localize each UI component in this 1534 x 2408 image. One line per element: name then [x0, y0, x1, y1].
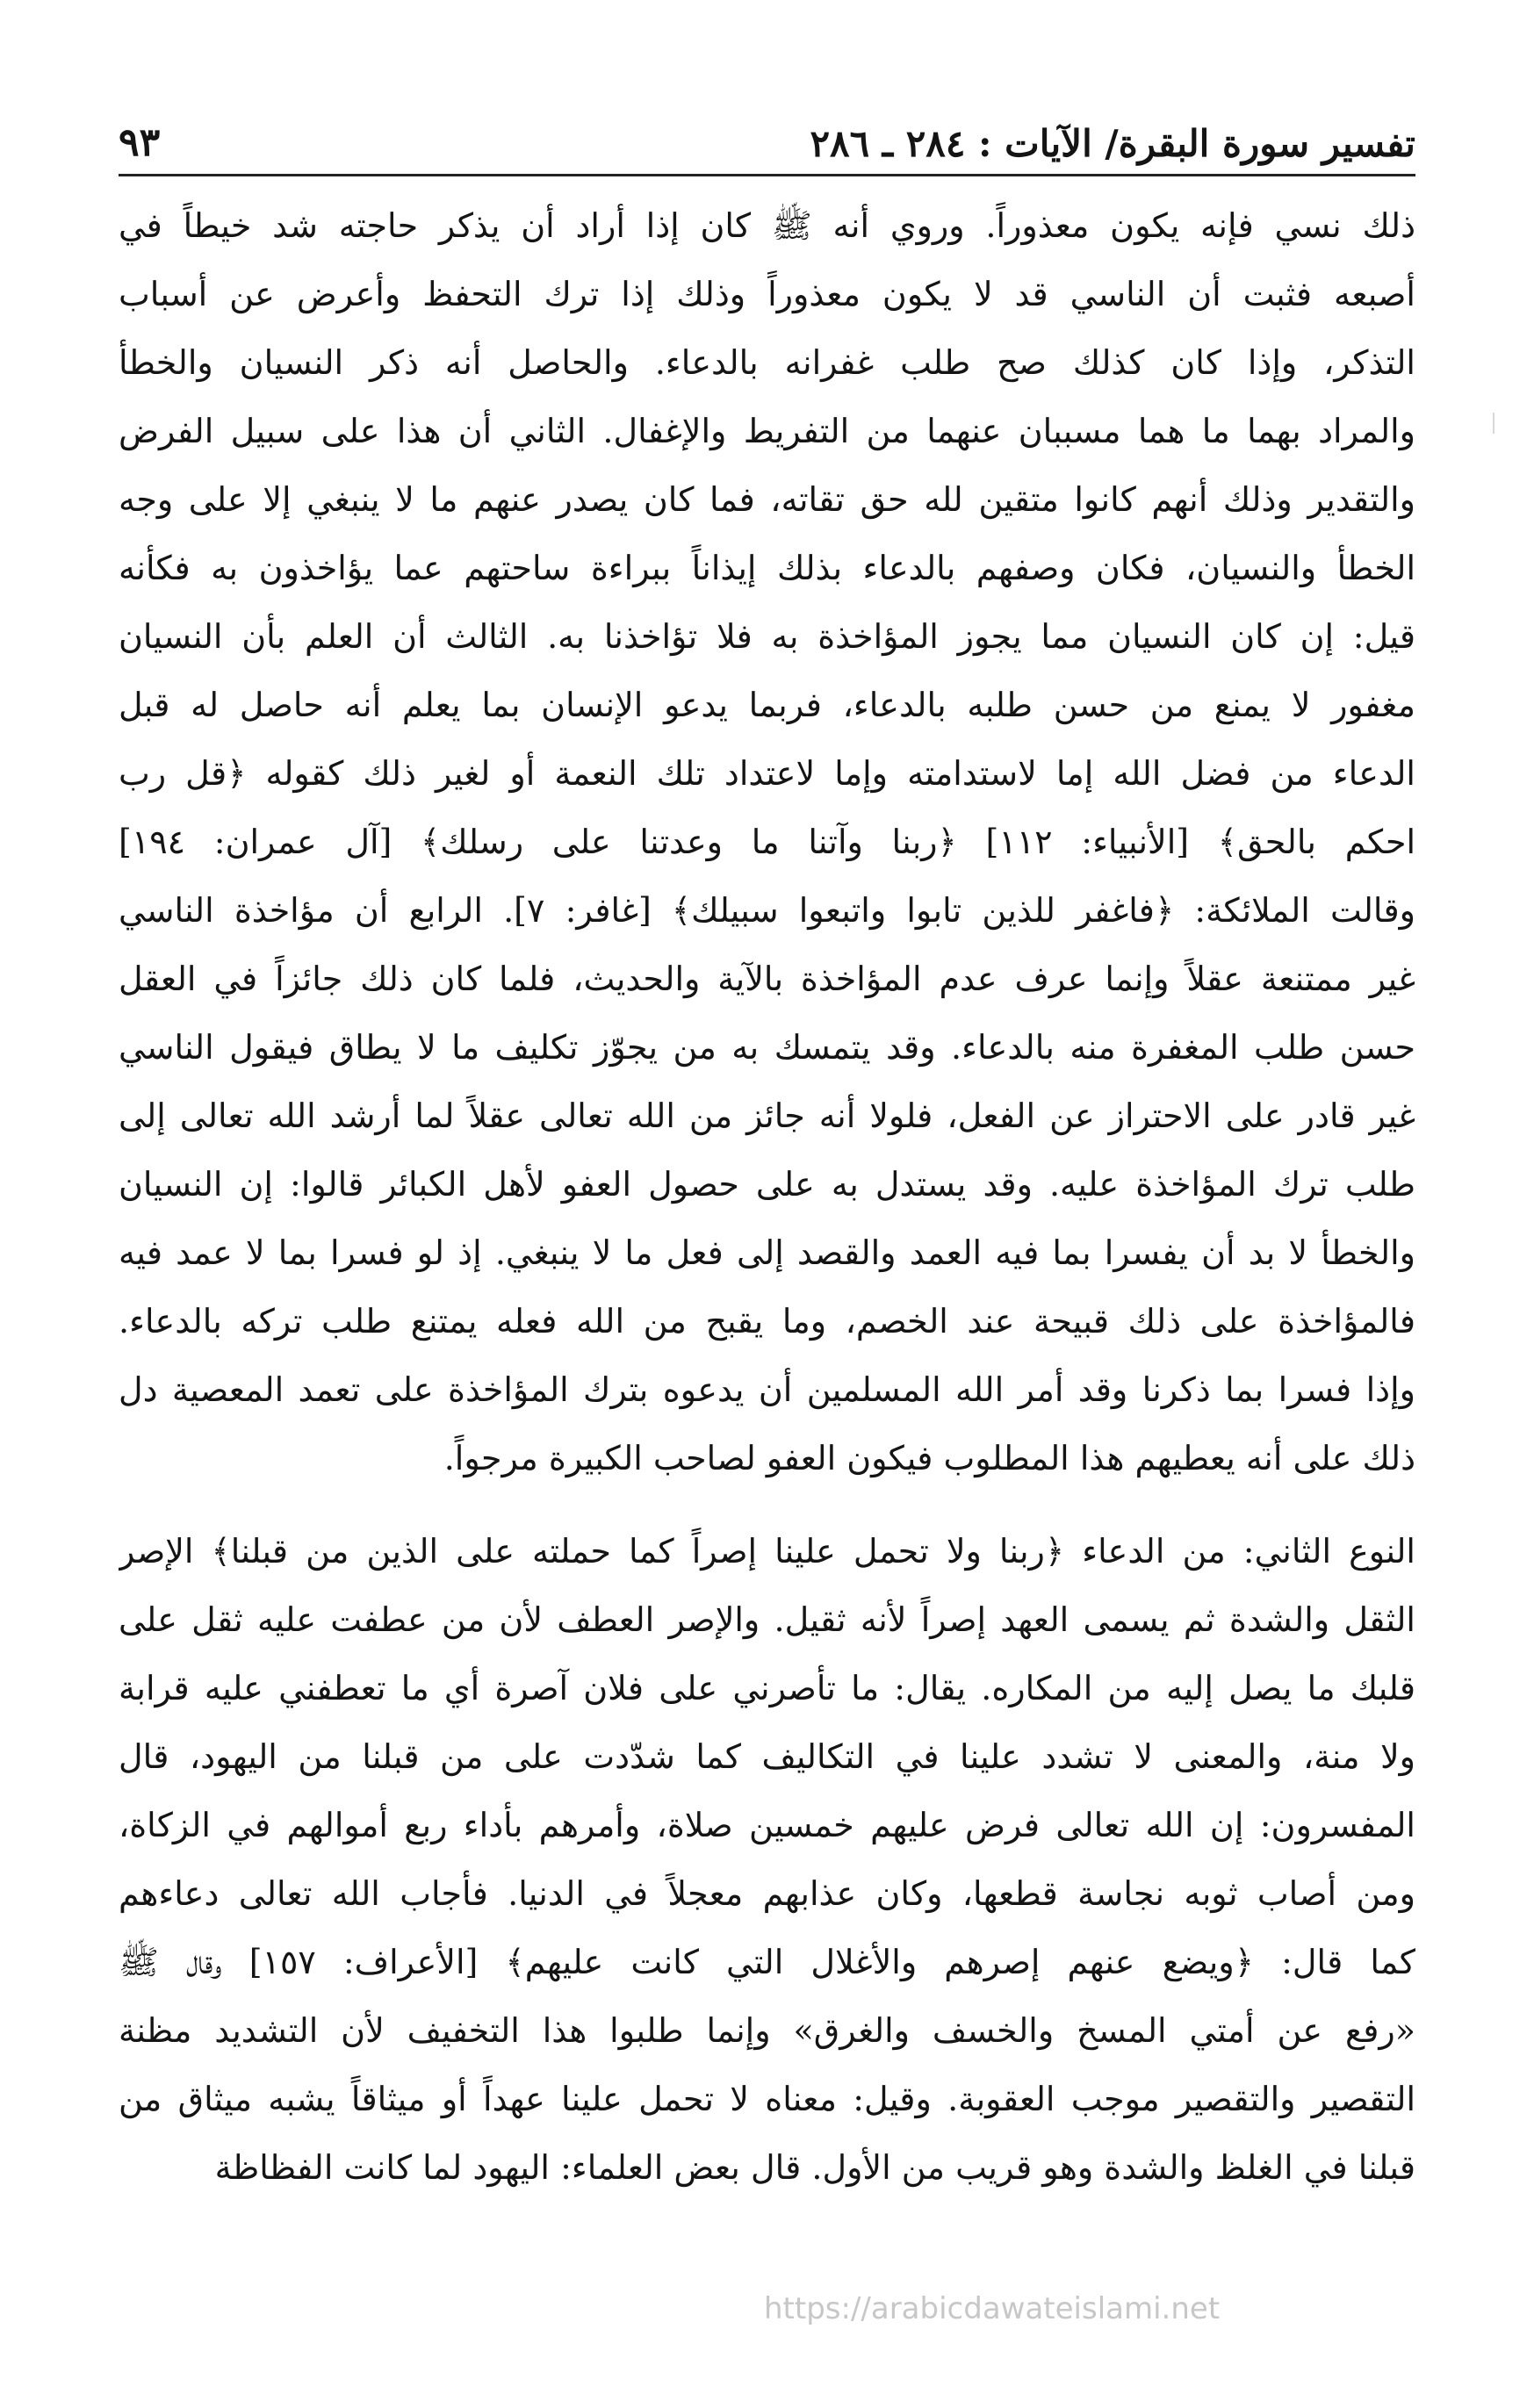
text-line: غير ممتنعة عقلاً وإنما عرف عدم المؤاخذة بالآية والحديث، فلما كان ذلك جائزاً في العقل: [119, 960, 1415, 998]
paragraph-gap: [119, 1492, 1415, 1517]
text-line: التقصير والتقصير موجب العقوبة. وقيل: معناه لا تحمل علينا عهداً أو ميثاقاً يشبه ميثاق من: [119, 2080, 1415, 2118]
text-line: المفسرون: إن الله تعالى فرض عليهم خمسين صلاة، وأمرهم بأداء ربع أموالهم في الزكاة،: [119, 1806, 1415, 1844]
text-line: أصبعه فثبت أن الناسي قد لا يكون معذوراً وذلك إذا ترك التحفظ وأعرض عن أسباب: [119, 275, 1415, 313]
text-line: التذكر، وإذا كان كذلك صح طلب غفرانه بالدعاء. والحاصل أنه ذكر النسيان والخطأ: [119, 343, 1415, 382]
page-number: ٩٣: [119, 120, 161, 165]
page-header: [119, 111, 1415, 165]
text-line: الخطأ والنسيان، فكان وصفهم بالدعاء بذلك إيذاناً ببراءة ساحتهم عما يؤاخذون به فكأنه: [119, 549, 1415, 587]
text-line: مغفور لا يمنع من حسن طلبه بالدعاء، فربما يدعو الإنسان بما يعلم أنه حاصل له قبل: [119, 686, 1415, 724]
text-line: والخطأ لا بد أن يفسرا بما فيه العمد والقصد إلى فعل ما لا ينبغي. إذ لو فسرا بما لا عمد فيه: [119, 1233, 1415, 1272]
text-line: قبلنا في الغلظ والشدة وهو قريب من الأول. قال بعض العلماء: اليهود لما كانت الفظاظة: [214, 2148, 1415, 2187]
text-line: وإذا فسرا بما ذكرنا وقد أمر الله المسلمين أن يدعوه بترك المؤاخذة على تعمد المعصية دل: [119, 1370, 1415, 1409]
text-line: قيل: إن كان النسيان مما يجوز المؤاخذة به فلا تؤاخذنا به. الثالث أن العلم بأن النسيان: [119, 617, 1415, 656]
text-line: الدعاء من فضل الله إما لاستدامته وإما لاعتداد تلك النعمة أو لغير ذلك كقوله ﴿قل رب: [119, 754, 1415, 793]
text-line: احكم بالحق﴾ [الأنبياء: ١١٢] ﴿ربنا وآتنا ما وعدتنا على رسلك﴾ [آل عمران: ١٩٤]: [119, 823, 1415, 861]
text-line: وقالت الملائكة: ﴿فاغفر للذين تابوا واتبعوا سبيلك﴾ [غافر: ٧]. الرابع أن مؤاخذة الناسي: [119, 891, 1415, 930]
paragraph-1: [119, 191, 1415, 1492]
text-line: والمراد بهما ما هما مسببان عنهما من التفريط والإغفال. الثاني أن هذا على سبيل الفرض: [119, 412, 1415, 450]
text-line: «رفع عن أمتي المسخ والخسف والغرق» وإنما طلبوا هذا التخفيف لأن التشديد مظنة: [119, 2011, 1415, 2050]
text-line: ولا منة، والمعنى لا تشدد علينا في التكاليف كما شدّدت على من قبلنا من اليهود، قال: [119, 1737, 1415, 1776]
text-line: طلب ترك المؤاخذة عليه. وقد يستدل به على حصول العفو لأهل الكبائر قالوا: إن النسيان: [119, 1165, 1415, 1204]
body-text: [119, 191, 1415, 2202]
margin-mark: [1493, 413, 1494, 434]
text-line: ومن أصاب ثوبه نجاسة قطعها، وكان عذابهم معجلاً في الدنيا. فأجاب الله تعالى دعاءهم: [119, 1874, 1415, 1913]
watermark-url: https://arabicdawateislami.net: [764, 2291, 1221, 2326]
text-line: غير قادر على الاحتراز عن الفعل، فلولا أنه جائز من الله تعالى عقلاً لما أرشد الله تعالى إلى: [119, 1096, 1415, 1135]
text-line: والتقدير وذلك أنهم كانوا متقين لله حق تقاته، فما كان يصدر عنهم ما لا ينبغي إلا على وجه: [119, 480, 1415, 519]
text-line: فالمؤاخذة على ذلك قبيحة عند الخصم، وما يقبح من الله فعله يمتنع طلب تركه بالدعاء.: [119, 1302, 1415, 1341]
text-line: حسن طلب المغفرة منه بالدعاء. وقد يتمسك به من يجوّز تكليف ما لا يطاق فيقول الناسي: [119, 1028, 1415, 1067]
text-line: الثقل والشدة ثم يسمى العهد إصراً لأنه ثقيل. والإصر العطف لأن من عطفت عليه ثقل على: [119, 1600, 1415, 1639]
text-line: قلبك ما يصل إليه من المكاره. يقال: ما تأصرني على فلان آصرة أي ما تعطفني عليه قرابة: [119, 1669, 1415, 1707]
text-line: كما قال: ﴿ويضع عنهم إصرهم والأغلال التي كانت عليهم﴾ [الأعراف: ١٥٧] وقال ﷺ: [119, 1943, 1415, 1981]
text-line: النوع الثاني: من الدعاء ﴿ربنا ولا تحمل علينا إصراً كما حملته على الذين من قبلنا﴾ الإصر: [119, 1532, 1415, 1571]
paragraph-2: [119, 1517, 1415, 2202]
running-title: تفسير سورة البقرة/ الآيات : ٢٨٤ ـ ٢٨٦: [810, 122, 1415, 165]
text-line: ذلك نسي فإنه يكون معذوراً. وروي أنه ﷺ كان إذا أراد أن يذكر حاجته شد خيطاً في: [119, 206, 1415, 245]
text-line: ذلك على أنه يعطيهم هذا المطلوب فيكون العفو لصاحب الكبيرة مرجواً.: [443, 1439, 1415, 1477]
header-divider: [119, 174, 1415, 176]
